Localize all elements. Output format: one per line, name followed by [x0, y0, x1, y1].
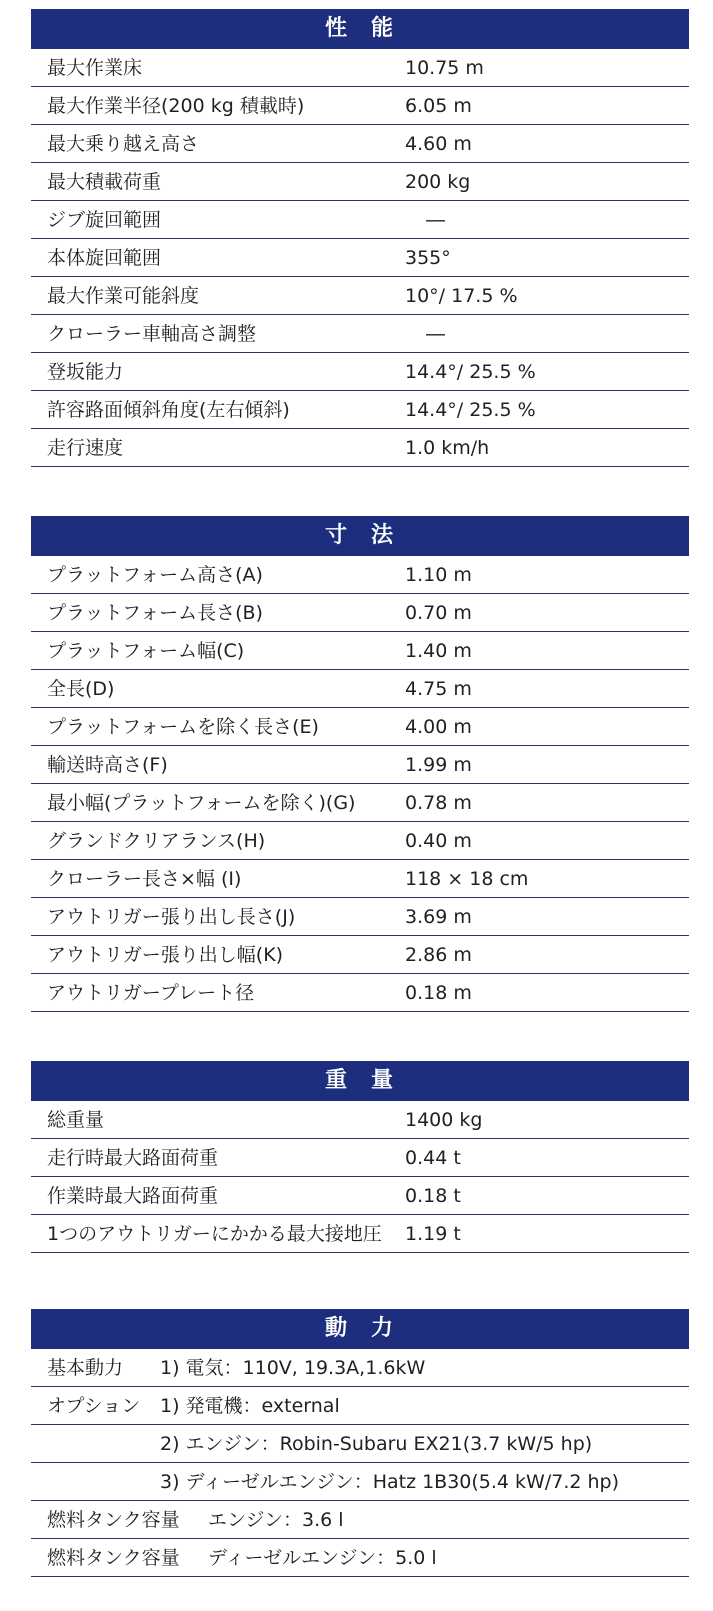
spec-value: 0.40 m: [405, 830, 472, 852]
spec-value: 1.10 m: [405, 564, 472, 586]
spec-row: [31, 49, 689, 87]
spec-label: 最大作業半径(200 kg 積載時): [47, 95, 305, 117]
spec-value: 0.44 t: [405, 1147, 461, 1169]
section-title-char: 動: [324, 1316, 349, 1341]
spec-value: 1.19 t: [405, 1223, 461, 1245]
spec-value: 0.18 t: [405, 1185, 461, 1207]
section-title-char: 能: [371, 16, 396, 41]
spec-label: アウトリガー張り出し長さ(J): [47, 906, 296, 928]
spec-row: [31, 594, 689, 632]
section-power: [31, 1309, 689, 1577]
spec-label: アウトリガー張り出し幅(K): [47, 944, 284, 966]
spec-row: [31, 239, 689, 277]
spec-value: 0.70 m: [405, 602, 472, 624]
spec-label: 全長(D): [47, 678, 115, 700]
spec-row: [31, 1463, 689, 1501]
spec-row: [31, 391, 689, 429]
spec-row: [31, 1539, 689, 1577]
spec-value: 118 × 18 cm: [405, 868, 529, 890]
spec-row: [31, 860, 689, 898]
spec-label: クローラー車軸高さ調整: [47, 323, 257, 345]
section-title-char: 力: [371, 1316, 396, 1341]
spec-value: 1.99 m: [405, 754, 472, 776]
spec-value: 1) 発電機：external: [160, 1395, 340, 1417]
spec-label: 最大乗り越え高さ: [47, 133, 200, 155]
spec-label: 最大作業床: [47, 57, 143, 79]
spec-label: 最大積載荷重: [47, 171, 162, 193]
spec-value: 1.0 km/h: [405, 437, 490, 459]
spec-label: 走行速度: [47, 437, 124, 459]
spec-label: 本体旋回範囲: [47, 247, 162, 269]
spec-value: 10°/ 17.5 %: [405, 285, 518, 307]
spec-row: [31, 898, 689, 936]
spec-label: オプション: [47, 1395, 141, 1417]
section-header-dimensions: [31, 516, 689, 556]
spec-row: [31, 1215, 689, 1253]
spec-row: [31, 163, 689, 201]
spec-row: [31, 556, 689, 594]
spec-row: [31, 315, 689, 353]
spec-value: 0.18 m: [405, 982, 472, 1004]
section-header-performance: [31, 9, 689, 49]
spec-row: [31, 1139, 689, 1177]
spec-value: 1) 電気：110V, 19.3A,1.6kW: [160, 1357, 426, 1379]
spec-value: 1400 kg: [405, 1109, 483, 1131]
spec-label: ジブ旋回範囲: [47, 209, 162, 231]
spec-label: 許容路面傾斜角度(左右傾斜): [47, 399, 290, 421]
spec-value: 3) ディーゼルエンジン：Hatz 1B30(5.4 kW/7.2 hp): [160, 1471, 620, 1493]
spec-row: [31, 670, 689, 708]
spec-value: 14.4°/ 25.5 %: [405, 399, 536, 421]
spec-value: エンジン：3.6 l: [208, 1509, 344, 1531]
spec-row: [31, 1101, 689, 1139]
spec-label: 燃料タンク容量: [47, 1547, 180, 1569]
spec-label: グランドクリアランス(H): [47, 830, 266, 852]
spec-row: [31, 1425, 689, 1463]
spec-label: アウトリガープレート径: [47, 982, 255, 1004]
section-title-char: 重: [324, 1068, 349, 1093]
spec-row: [31, 974, 689, 1012]
spec-value: ―: [426, 209, 445, 231]
section-performance: [31, 9, 689, 467]
spec-row: [31, 277, 689, 315]
spec-label: 基本動力: [47, 1357, 124, 1379]
section-title-char: 法: [371, 523, 396, 548]
spec-row: [31, 353, 689, 391]
spec-value: 4.75 m: [405, 678, 472, 700]
section-title-char: 量: [371, 1068, 396, 1093]
spec-value: 6.05 m: [405, 95, 472, 117]
spec-row: [31, 87, 689, 125]
spec-label: プラットフォーム幅(C): [47, 640, 245, 662]
spec-row: [31, 632, 689, 670]
spec-label: 最大作業可能斜度: [47, 285, 200, 307]
section-header-weight: [31, 1061, 689, 1101]
spec-row: [31, 201, 689, 239]
spec-label: クローラー長さ×幅 (I): [47, 868, 242, 890]
spec-row: [31, 822, 689, 860]
spec-label: 作業時最大路面荷重: [47, 1185, 219, 1207]
spec-value: 14.4°/ 25.5 %: [405, 361, 536, 383]
spec-value: ディーゼルエンジン：5.0 l: [208, 1547, 437, 1569]
spec-label: 最小幅(プラットフォームを除く)(G): [47, 792, 356, 814]
spec-label: プラットフォーム長さ(B): [47, 602, 263, 624]
spec-label: 燃料タンク容量: [47, 1509, 180, 1531]
spec-value: 355°: [405, 247, 451, 269]
spec-value: 4.60 m: [405, 133, 472, 155]
spec-label: 1つのアウトリガーにかかる最大接地圧: [47, 1223, 382, 1245]
spec-row: [31, 784, 689, 822]
spec-value: 2) エンジン：Robin-Subaru EX21(3.7 kW/5 hp): [160, 1433, 593, 1455]
spec-row: [31, 1501, 689, 1539]
spec-row: [31, 1177, 689, 1215]
spec-value: 3.69 m: [405, 906, 472, 928]
spec-row: [31, 708, 689, 746]
spec-label: プラットフォーム高さ(A): [47, 564, 263, 586]
spec-row: [31, 746, 689, 784]
section-title-char: 寸: [324, 523, 349, 548]
spec-row: [31, 1387, 689, 1425]
spec-row: [31, 429, 689, 467]
spec-label: 総重量: [47, 1109, 105, 1131]
spec-value: 4.00 m: [405, 716, 472, 738]
spec-value: 200 kg: [405, 171, 471, 193]
spec-value: 0.78 m: [405, 792, 472, 814]
spec-row: [31, 125, 689, 163]
spec-value: ―: [426, 323, 445, 345]
section-title-char: 性: [324, 16, 349, 41]
section-dimensions: [31, 516, 689, 1012]
spec-value: 1.40 m: [405, 640, 472, 662]
spec-label: プラットフォームを除く長さ(E): [47, 716, 319, 738]
spec-row: [31, 1349, 689, 1387]
spec-value: 2.86 m: [405, 944, 472, 966]
spec-row: [31, 936, 689, 974]
spec-value: 10.75 m: [405, 57, 484, 79]
spec-label: 登坂能力: [47, 361, 124, 383]
spec-label: 走行時最大路面荷重: [47, 1147, 219, 1169]
section-weight: [31, 1061, 689, 1253]
spec-label: 輸送時高さ(F): [47, 754, 168, 776]
section-header-power: [31, 1309, 689, 1349]
